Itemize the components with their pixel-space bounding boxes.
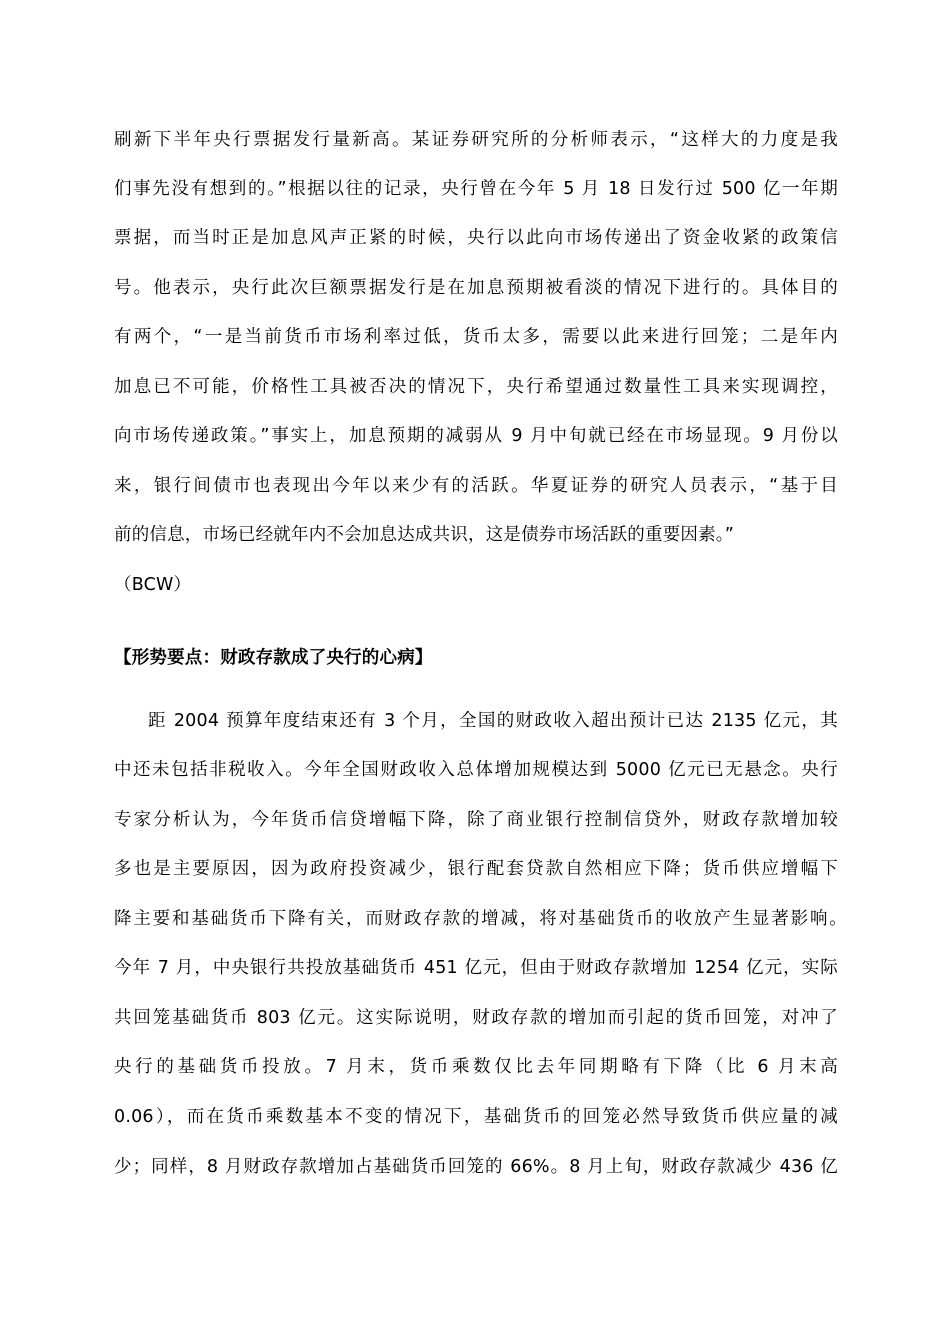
paragraph-line: 今年 7 月，中央银行共投放基础货币 451 亿元，但由于财政存款增加 1254 亿元，实际 (114, 958, 838, 978)
paragraph-line: 有两个，“一是当前货币市场利率过低，货币太多，需要以此来进行回笼；二是年内 (114, 327, 838, 347)
section-heading: 【形势要点：财政存款成了央行的心病】 (114, 648, 433, 668)
paragraph-line: 来，银行间债市也表现出今年以来少有的活跃。华夏证券的研究人员表示，“基于目 (114, 476, 838, 496)
paragraph-line: 少；同样，8 月财政存款增加占基础货币回笼的 66%。8 月上旬，财政存款减少 436 亿 (114, 1157, 838, 1177)
paragraph-line: 央行的基础货币投放。7 月末，货币乘数仅比去年同期略有下降（比 6 月末高 (114, 1057, 838, 1077)
paragraph-line: 票据，而当时正是加息风声正紧的时候，央行以此向市场传递出了资金收紧的政策信 (114, 228, 838, 248)
paragraph-line: 们事先没有想到的。”根据以往的记录，央行曾在今年 5 月 18 日发行过 500 亿一年期 (114, 179, 838, 199)
paragraph-line: 加息已不可能，价格性工具被否决的情况下，央行希望通过数量性工具来实现调控， (114, 377, 838, 397)
paragraph-line: 共回笼基础货币 803 亿元。这实际说明，财政存款的增加而引起的货币回笼，对冲了 (114, 1008, 838, 1028)
paragraph-line: 专家分析认为，今年货币信贷增幅下降，除了商业银行控制信贷外，财政存款增加较 (114, 810, 838, 830)
paragraph-line: 刷新下半年央行票据发行量新高。某证券研究所的分析师表示，“这样大的力度是我 (114, 130, 838, 150)
paragraph-line: 0.06），而在货币乘数基本不变的情况下，基础货币的回笼必然导致货币供应量的减 (114, 1107, 838, 1127)
paragraph-line: 距 2004 预算年度结束还有 3 个月，全国的财政收入超出预计已达 2135 亿元，其 (148, 711, 838, 731)
paragraph-line: 降主要和基础货币下降有关，而财政存款的增减，将对基础货币的收放产生显著影响。 (114, 909, 847, 929)
paragraph-line: 多也是主要原因，因为政府投资减少，银行配套贷款自然相应下降；货币供应增幅下 (114, 859, 838, 879)
source-attribution: （BCW） (114, 575, 192, 595)
paragraph-line: 中还未包括非税收入。今年全国财政收入总体增加规模达到 5000 亿元已无悬念。央行 (114, 760, 838, 780)
paragraph-line: 前的信息，市场已经就年内不会加息达成共识，这是债券市场活跃的重要因素。” (114, 525, 735, 545)
paragraph-line: 向市场传递政策。”事实上，加息预期的减弱从 9 月中旬就已经在市场显现。9 月份以 (114, 426, 838, 446)
paragraph-line: 号。他表示，央行此次巨额票据发行是在加息预期被看淡的情况下进行的。具体目的 (114, 278, 838, 298)
